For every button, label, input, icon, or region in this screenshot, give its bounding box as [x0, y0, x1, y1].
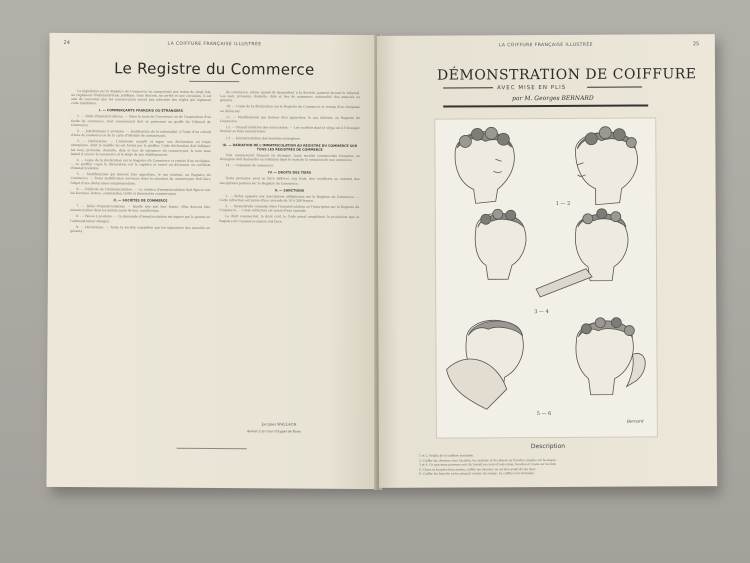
- description-item: 1 et 2. Profils de la coiffure terminée.: [419, 453, 474, 458]
- paragraph: La législation sur le Registre du Commerce ne comportant pas moins de vingt lois, un règlement d'administration publique, trois décrets, un arrêté et une circulaire, il est aisé de concevoir que les commerçants soient peu informés des règles qui régissent cette institution.: [71, 89, 212, 106]
- paragraph: 11. — Modifications qui doivent être apportées, le cas échéant, au Registre du Commerce.: [219, 114, 361, 124]
- hairstyle-sketches: [435, 118, 657, 437]
- title-ornament: [189, 81, 239, 84]
- figure-2-profile: [575, 127, 637, 205]
- paragraph: 2. — Justifications à produire. — Justification de la nationalité, à l'aide d'un extrait d'acte de naissance ou de la carte d'identité de commerçant.: [70, 128, 211, 138]
- demo-title: DÉMONSTRATION DE COIFFURE: [436, 66, 697, 84]
- paragraph: 8. — Pièces à produire. — La demande d'immatriculation est signée par le gérant ou l'administrateur délégué.: [70, 214, 211, 223]
- figure-1-profile: [455, 127, 515, 203]
- left-running-head: LA COIFFURE FRANÇAISE ILLUSTRÉE: [167, 41, 262, 48]
- paragraph: de commerce, même quand ils demandent à la Société, passent devant le tribunal. Les nom, prénoms, domicile, date et lieu de naissance, nationalité des associés ou gérants.: [220, 90, 361, 103]
- paragraph: 2. — Inexactitude commise dans l'immatriculation ou l'inscription sur le Registre du Commerce. — Cette infraction est punie d'une amende.: [219, 204, 360, 213]
- figure-label-3-4: 3 — 4: [534, 308, 549, 316]
- figure-6-finished: [576, 317, 646, 394]
- description-list: [419, 452, 681, 476]
- byline-rule: [443, 104, 648, 107]
- paragraph: 6. — Publicité de l'immatriculation. — Le numéro d'immatriculation doit figurer sur les factures, lettres, commandes, tarifs et documents commerciaux.: [70, 186, 211, 196]
- paragraph: 13. — Immatriculation des Sociétés étrangères.: [225, 135, 301, 141]
- subtitle-rule-left: [443, 87, 493, 88]
- right-running-head: LA COIFFURE FRANÇAISE ILLUSTRÉE: [498, 42, 593, 49]
- paragraph: 1. — Délai d'immatriculation. — Dans le mois de l'ouverture ou de l'acquisition d'un fonds de commerce, tout commerçant doit se présenter au greffe du Tribunal de Commerce.: [70, 114, 212, 127]
- figure-3-back: [475, 209, 526, 279]
- paragraph: 5. — Modifications qui doivent être apportées, le cas échéant, au Registre du Commerce. — Toute modification survenue dans la situation du commerçant doit faire l'objet d'une déclaration complémentaire.: [70, 172, 211, 185]
- section-heading: IV. — DROITS DES TIERS: [268, 170, 312, 176]
- paragraph: 9. — Déclaration. — Toute la société complétée par les signatures des associés ou gérants.: [70, 224, 211, 234]
- right-page: [377, 34, 717, 488]
- paragraph: Toute personne peut se faire délivrer, aux frais, des certificats ou extraits des inscriptions portées sur le Registre du Commerce.: [219, 176, 360, 186]
- left-page-number: 24: [63, 39, 70, 46]
- description-item: 3 et 4. Ce que nous pouvons voir du travail en cours d'exécution, boucles et crans sur le côté.: [419, 461, 557, 467]
- left-page-title: Le Registre du Commerce: [114, 59, 315, 79]
- paragraph: 4. — Copie de la déclaration sur le Registre du Commerce et remise d'un récépissé. — Le greffier copie la déclaration sur le registre et remet au déclarant un certificat d'immatriculation.: [70, 157, 211, 171]
- section-heading: III. — RADIATION DE L'IMMATRICULATION AU REGISTRE DU COMMERCE SUR TOUS LES REGISTRES DE COMMERCE: [222, 142, 358, 152]
- subtitle-rule-right: [587, 86, 642, 87]
- description-item: 6. Coiffer les boucles en les plaçant autour du visage. La coiffure est terminée.: [419, 471, 535, 476]
- figure-label-1-2: 1 — 2: [555, 200, 571, 207]
- paragraph: 3. — Déclaration. — L'intéressé remplit et signe une déclaration en triple exemplaire, dont le modèle lui est fourni par le greffier. Cette déclaration doit indiquer les nom, prénoms, domicile, date et lieu de naissance du commerçant, le nom sous lequel il exerce le commerce et le siège de son établissement.: [70, 139, 211, 157]
- paragraph: 14. — Cessation de commerce.: [225, 163, 275, 168]
- paragraph: 10. — Copie de la déclaration sur le Registre du Commerce et remise d'un récépissé au déclarant.: [220, 104, 361, 113]
- end-rule: [177, 448, 247, 449]
- description-title: Description: [530, 442, 566, 451]
- left-column-1: [70, 89, 211, 236]
- author-title: Avocat à la Cour d'Appel de Paris: [246, 429, 301, 434]
- description-item: 5. Crans et boucles bien serrés, coiffer les cheveux en arrière avant de les fixer.: [419, 466, 537, 472]
- paragraph: Tout commerçant français ou étranger, toute société commerciale française ou étrangère doit demander sa radiation dans le mois de la cessation de son commerce.: [219, 152, 360, 162]
- left-page: [46, 33, 379, 489]
- demo-byline: par M. Georges BERNARD: [512, 94, 594, 103]
- section-heading: V. — SANCTIONS: [274, 188, 305, 193]
- paragraph: 7. — Délai d'immatriculation. — Quelle que soit leur forme, elles doivent être immatriculées dans les quinze jours de leur constitution.: [70, 204, 211, 213]
- description-item: 2. Coiffer les cheveux vers l'arrière, les onduler et les placer en boucles souples sur la nuque.: [419, 457, 557, 463]
- demo-subtitle: AVEC MISE EN PLIS: [497, 84, 567, 92]
- hairstyle-illustration: [434, 117, 658, 438]
- section-heading: II. — SOCIÉTÉS DE COMMERCE: [113, 198, 168, 203]
- paragraph: 1. — Refus opposés aux inscriptions obligatoires sur le Registre du Commerce. — Cette infraction est punie d'une amende de 16 à 200 francs.: [219, 193, 360, 203]
- figure-4-front: [536, 209, 629, 297]
- figure-5-styling: [446, 320, 523, 409]
- illustrator-signature: Bernard: [626, 418, 644, 424]
- author-signature: Jacques WALLACH: [261, 422, 297, 427]
- figure-label-5-6: 5 — 6: [536, 410, 552, 418]
- left-column-2: [219, 90, 360, 226]
- paragraph: 12. — Immatriculation des succursales. — Les sociétés dont le siège est à l'étranger doivent se faire immatriculer.: [219, 125, 360, 134]
- section-heading: I. — COMMERÇANTS FRANÇAIS OU ÉTRANGERS: [99, 108, 184, 114]
- paragraph: Le droit commercial, le droit civil, le Code pénal complètent la protection que le Registre du Commerce assure aux tiers.: [219, 214, 360, 224]
- right-page-number: 25: [692, 41, 700, 48]
